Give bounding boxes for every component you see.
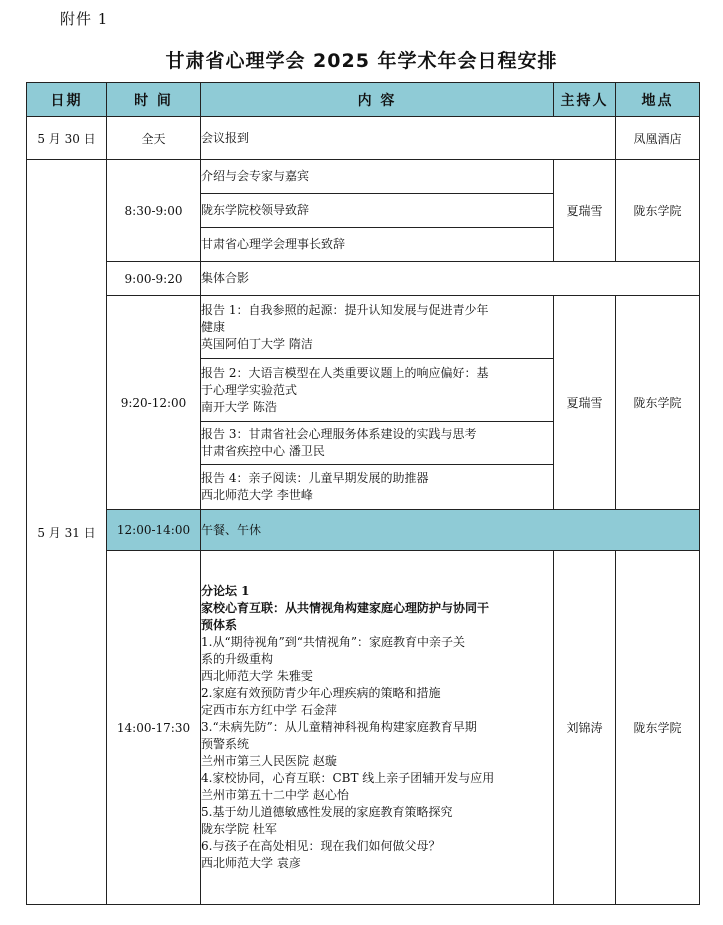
photo-time: 9:00-9:20	[107, 262, 201, 296]
reports-host: 夏瑞雪	[554, 296, 616, 510]
forum-host: 刘锦涛	[554, 551, 616, 905]
day1-time: 全天	[107, 117, 201, 160]
forum-speaker: 定西市东方红中学 石金萍	[201, 703, 337, 717]
report-line: 报告 4：亲子阅读：儿童早期发展的助推器	[201, 471, 429, 485]
forum-line: 5.基于幼儿道德敏感性发展的家庭教育策略探究	[201, 805, 453, 819]
header-host: 主持人	[554, 83, 616, 117]
forum-speaker: 西北师范大学 袁彦	[201, 856, 301, 870]
opening-host: 夏瑞雪	[554, 160, 616, 262]
day1-location: 凤凰酒店	[616, 117, 700, 160]
report-line: 报告 1：自我参照的起源：提升认知发展与促进青少年	[201, 302, 489, 317]
report-item	[201, 359, 554, 422]
forum-line: 6.与孩子在高处相见：现在我们如何做父母？	[201, 839, 441, 853]
forum-heading: 分论坛 1	[201, 584, 250, 598]
header-time: 时 间	[107, 83, 201, 117]
forum-theme: 家校心育互联：从共情视角构建家庭心理防护与协同干	[201, 601, 490, 615]
report-line: 报告 3：甘肃省社会心理服务体系建设的实践与思考	[201, 427, 477, 441]
table-row	[27, 510, 700, 551]
opening-time: 8:30-9:00	[107, 160, 201, 262]
table-row	[27, 296, 700, 359]
header-date: 日期	[27, 83, 107, 117]
lunch-time: 12:00-14:00	[107, 510, 201, 551]
opening-item: 甘肃省心理学会理事长致辞	[201, 228, 554, 262]
forum-line: 预警系统	[201, 737, 250, 751]
forum-line: 3.“未病先防”：从儿童精神科视角构建家庭教育早期	[201, 720, 477, 734]
forum-time: 14:00-17:30	[107, 551, 201, 905]
day1-content: 会议报到	[201, 117, 616, 160]
page-title: 甘肃省心理学会 2025 年学术年会日程安排	[165, 50, 558, 72]
day1-date: 5 月 30 日	[27, 117, 107, 160]
report-item	[201, 465, 554, 510]
reports-time: 9:20-12:00	[107, 296, 201, 510]
report-item	[201, 296, 554, 359]
report-speaker: 西北师范大学 李世峰	[201, 488, 313, 502]
report-line: 报告 2：大语言模型在人类重要议题上的响应偏好：基	[201, 365, 489, 380]
report-speaker: 英国阿伯丁大学 隋洁	[201, 336, 313, 351]
table-row	[27, 551, 700, 905]
header-content: 内 容	[201, 83, 554, 117]
opening-item: 介绍与会专家与嘉宾	[201, 160, 554, 194]
reports-location: 陇东学院	[616, 296, 700, 510]
forum-location: 陇东学院	[616, 551, 700, 905]
forum-speaker: 兰州市第五十二中学 赵心怡	[201, 788, 349, 802]
opening-item: 陇东学院校领导致辞	[201, 194, 554, 228]
forum-speaker: 兰州市第三人民医院 赵璇	[201, 754, 337, 768]
forum-line: 2.家庭有效预防青少年心理疾病的策略和措施	[201, 686, 441, 700]
report-line: 于心理学实验范式	[201, 382, 298, 397]
forum-theme: 预体系	[201, 618, 238, 632]
report-speaker: 南开大学 陈浩	[201, 399, 277, 414]
header-location: 地点	[616, 83, 700, 117]
report-line: 健康	[201, 319, 226, 334]
forum-line: 1.从“期待视角”到“共情视角”：家庭教育中亲子关	[201, 635, 465, 649]
forum-content	[201, 551, 554, 905]
day2-date: 5 月 31 日	[27, 160, 107, 905]
header-row	[27, 83, 700, 117]
report-item	[201, 422, 554, 465]
lunch-content: 午餐、午休	[201, 510, 700, 551]
forum-speaker: 西北师范大学 朱雅雯	[201, 669, 313, 683]
report-speaker: 甘肃省疾控中心 潘卫民	[201, 444, 325, 458]
schedule-table	[26, 82, 700, 905]
opening-location: 陇东学院	[616, 160, 700, 262]
table-row	[27, 117, 700, 160]
photo-content: 集体合影	[201, 262, 700, 296]
table-row	[27, 262, 700, 296]
table-row	[27, 160, 700, 194]
forum-line: 4.家校协同，心育互联：CBT 线上亲子团辅开发与应用	[201, 771, 495, 785]
attachment-label: 附件 1	[60, 10, 109, 28]
forum-line: 系的升级重构	[201, 652, 274, 666]
forum-speaker: 陇东学院 杜军	[201, 822, 277, 836]
